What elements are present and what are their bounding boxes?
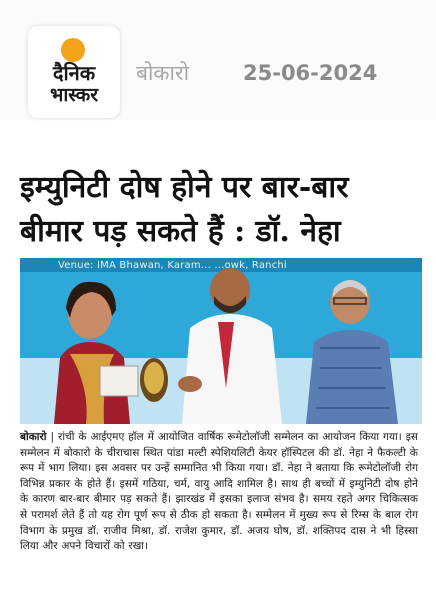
edition-date: 25-06-2024	[243, 61, 378, 85]
article-dateline: बोकारो	[20, 431, 47, 443]
sun-icon	[61, 38, 85, 62]
headline-line1: इम्युनिटी दोष होने पर बार-बार	[20, 170, 349, 205]
article-body	[20, 430, 418, 555]
edition-city: बोकारो	[136, 61, 190, 85]
photo-banner-text: Venue: IMA Bhawan, Karam... ...owk, Ranchi	[58, 260, 287, 271]
logo-text-line2: भास्कर	[49, 84, 99, 106]
headline	[20, 166, 420, 254]
masthead	[0, 0, 436, 120]
dateline-separator: |	[46, 431, 59, 443]
logo-text-line1: दैनिक	[52, 61, 96, 85]
headline-line2: बीमार पड़ सकते हैं : डॉ. नेहा	[20, 214, 341, 249]
article-text: रांची के आईएमए हॉल में आयोजित वार्षिक रूमेटोलॉजी सम्मेलन का आयोजन किया गया। इस सम्मेलन में बोकारो के चीराचास स्थित पांडा मल्टी स्पेशियलिटी केयर हॉस्पिटल की डॉ. नेहा ने फैकल्टी के रूप में भाग लिया। इस अवसर पर उन्हें सम्मानित भी किया गया। डॉ. नेहा ने बताया कि रूमेटोलॉजी रोग विभिन्न प्रकार के होते हैं। इसमें गठिया, चर्म, वायु आदि शामिल है। साथ ही बच्चों में इम्युनिटी दोष होने के कारण बार-बार बीमार पड़ सकते हैं। झारखंड में इसका इलाज संभव है। समय रहते अगर चिकित्सक से परामर्श लेते हैं तो यह रोग पूर्ण रूप से ठीक हो सकता है। सम्मेलन में मुख्य रूप से रिम्स के बाल रोग विभाग के प्रमुख डॉ. राजीव मिश्रा, डॉ. राजेश कुमार, डॉ. अजय घोष, डॉ. शक्तिपद दास ने भी हिस्सा लिया और अपने विचारों को रखा।	[20, 431, 418, 553]
photo-illustration	[20, 258, 422, 424]
dainik-bhaskar-logo	[28, 26, 120, 118]
event-photo	[20, 258, 422, 424]
